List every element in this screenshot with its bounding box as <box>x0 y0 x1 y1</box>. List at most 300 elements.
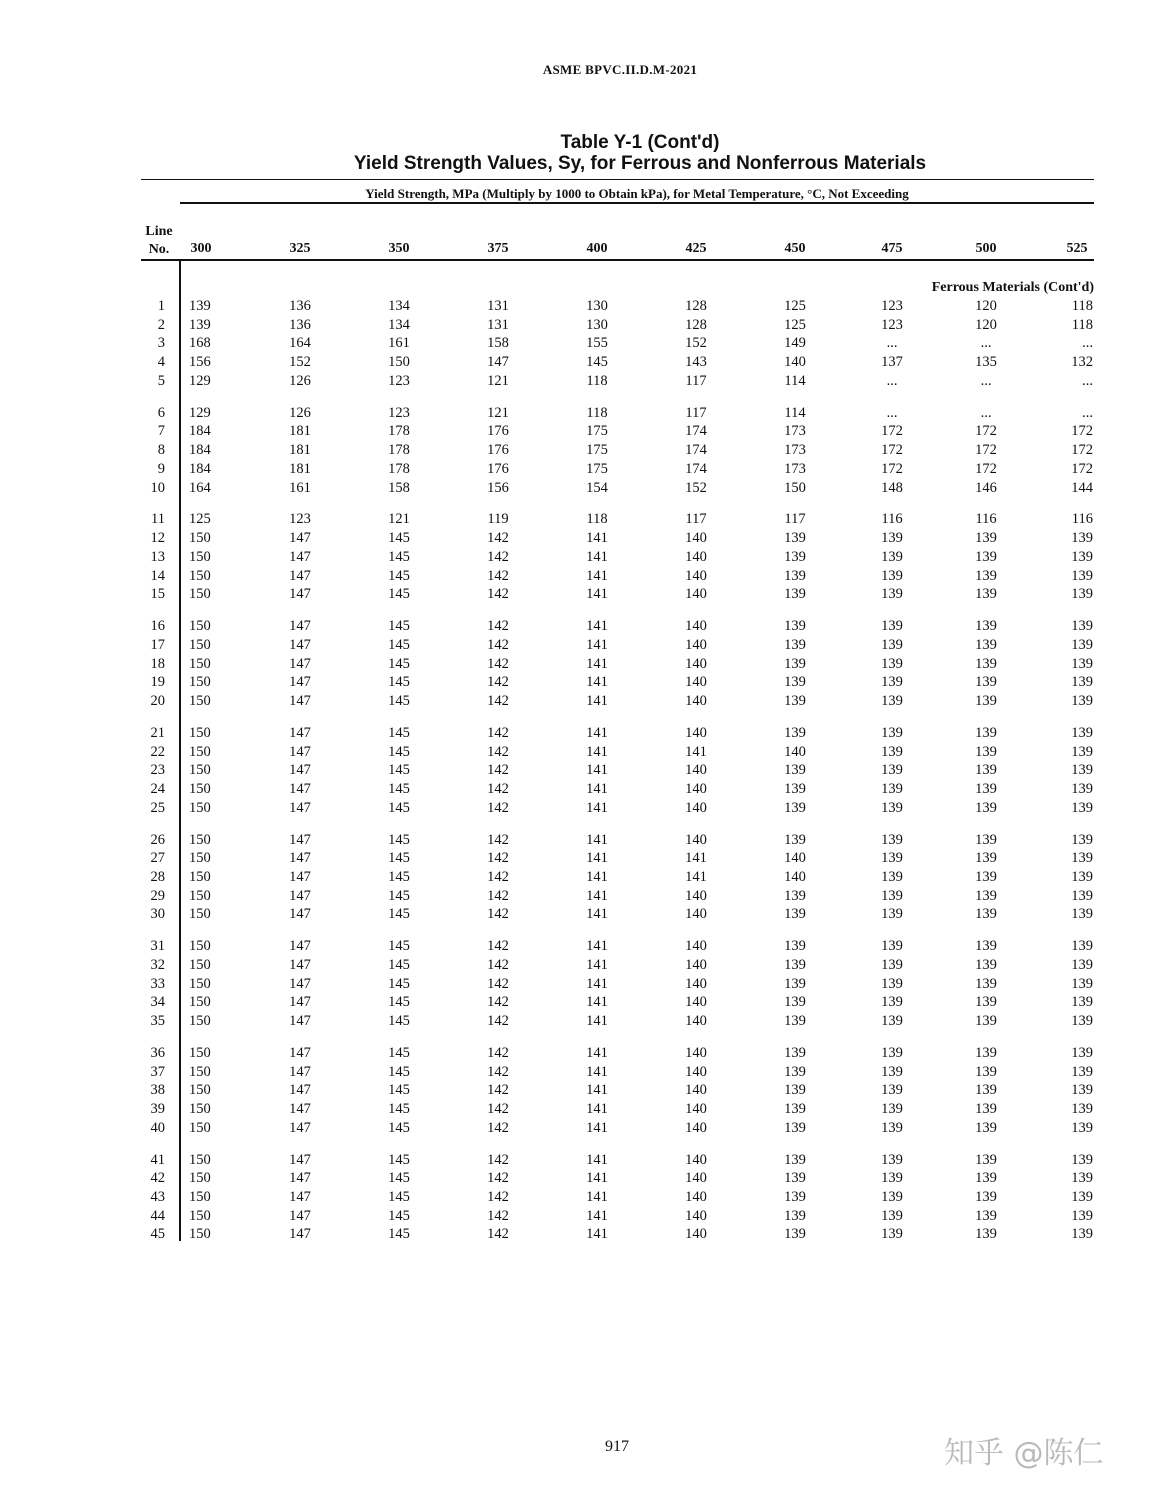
yield-strength-cell: 152 <box>685 479 707 496</box>
yield-strength-cell: 142 <box>487 780 509 797</box>
yield-strength-cell: 150 <box>189 956 211 973</box>
yield-strength-cell: 139 <box>1071 636 1093 653</box>
yield-strength-cell: 141 <box>586 1226 608 1243</box>
yield-strength-cell: 139 <box>881 674 903 691</box>
yield-strength-cell: 150 <box>189 975 211 992</box>
yield-strength-cell: 117 <box>685 404 707 421</box>
yield-strength-cell: 142 <box>487 975 509 992</box>
yield-strength-cell: 123 <box>388 372 410 389</box>
yield-strength-cell: 130 <box>586 316 608 333</box>
temperature-header: 450 <box>784 241 806 256</box>
yield-strength-cell: 150 <box>189 1119 211 1136</box>
yield-strength-cell: 126 <box>289 372 311 389</box>
yield-strength-cell: 139 <box>881 850 903 867</box>
line-number: 7 <box>157 423 165 440</box>
yield-strength-cell: 140 <box>685 780 707 797</box>
line-number: 36 <box>150 1044 165 1061</box>
yield-strength-cell: 150 <box>189 1207 211 1224</box>
yield-strength-cell: 141 <box>586 1013 608 1029</box>
yield-strength-cell: 145 <box>388 692 410 709</box>
yield-strength-cell: 176 <box>487 460 509 477</box>
line-number: 10 <box>150 479 165 496</box>
yield-strength-cell: 140 <box>685 975 707 992</box>
yield-strength-cell: 150 <box>189 780 211 797</box>
yield-strength-cell: 147 <box>289 799 311 816</box>
yield-strength-cell: 141 <box>586 938 608 955</box>
yield-strength-cell: 146 <box>975 479 997 496</box>
yield-strength-cell: 139 <box>784 548 806 565</box>
yield-strength-cell: 142 <box>487 1170 509 1187</box>
temperature-header: 350 <box>388 241 410 256</box>
yield-strength-cell: 140 <box>685 1063 707 1080</box>
yield-strength-cell: 139 <box>881 618 903 635</box>
temperature-header: 325 <box>289 241 311 256</box>
line-number: 31 <box>150 938 165 955</box>
yield-strength-cell: 172 <box>975 460 997 477</box>
yield-strength-cell: 141 <box>586 1082 608 1099</box>
yield-strength-cell: 139 <box>881 1044 903 1061</box>
yield-strength-cell: 176 <box>487 423 509 440</box>
yield-strength-cell: 139 <box>881 636 903 653</box>
yield-strength-cell: 139 <box>784 938 806 955</box>
yield-strength-cell: 141 <box>586 1151 608 1168</box>
line-number: 30 <box>150 906 165 923</box>
line-number: 32 <box>150 956 165 973</box>
yield-strength-cell: 139 <box>975 938 997 955</box>
yield-strength-cell: 181 <box>289 423 311 440</box>
yield-strength-cell: 147 <box>289 975 311 992</box>
yield-strength-cell: ... <box>886 335 898 352</box>
yield-strength-cell: ... <box>980 335 992 352</box>
yield-strength-cell: ... <box>886 372 898 389</box>
yield-strength-cell: 139 <box>975 1082 997 1099</box>
yield-strength-cell: 140 <box>685 1226 707 1243</box>
yield-strength-cell: 140 <box>685 724 707 741</box>
yield-strength-cell: 145 <box>388 530 410 547</box>
yield-strength-cell: 139 <box>784 1082 806 1099</box>
yield-strength-cell: 150 <box>189 762 211 779</box>
yield-strength-cell: 139 <box>1071 692 1093 709</box>
yield-strength-cell: 142 <box>487 724 509 741</box>
yield-strength-cell: 141 <box>586 655 608 672</box>
yield-strength-cell: 156 <box>189 354 211 371</box>
yield-strength-cell: 142 <box>487 956 509 973</box>
yield-strength-cell: 129 <box>189 372 211 389</box>
yield-strength-cell: 140 <box>784 354 806 371</box>
yield-strength-cell: 150 <box>189 887 211 904</box>
yield-strength-cell: 150 <box>784 479 806 496</box>
yield-strength-cell: 139 <box>881 799 903 816</box>
yield-strength-cell: 140 <box>685 1207 707 1224</box>
yield-strength-cell: 139 <box>881 906 903 923</box>
yield-strength-cell: 145 <box>388 868 410 885</box>
yield-strength-cell: 168 <box>189 335 211 352</box>
yield-strength-cell: 150 <box>189 586 211 603</box>
yield-strength-cell: 139 <box>881 938 903 955</box>
column-group-heading: Yield Strength, MPa (Multiply by 1000 to Obtain kPa), for Metal Temperature, °C, Not Exceeding <box>365 186 909 201</box>
yield-strength-cell: 155 <box>586 335 608 352</box>
yield-strength-cell: 145 <box>388 567 410 584</box>
yield-strength-cell: 139 <box>881 956 903 973</box>
yield-strength-cell: 141 <box>586 1044 608 1061</box>
yield-strength-cell: 152 <box>289 354 311 371</box>
yield-strength-cell: 150 <box>189 567 211 584</box>
line-number: 15 <box>150 586 165 603</box>
yield-strength-cell: 118 <box>1071 298 1093 314</box>
yield-strength-cell: 141 <box>586 850 608 867</box>
yield-strength-cell: 139 <box>975 692 997 709</box>
yield-strength-cell: 147 <box>289 1119 311 1136</box>
yield-strength-cell: 139 <box>1071 674 1093 691</box>
yield-strength-cell: 150 <box>189 1226 211 1243</box>
yield-strength-cell: 139 <box>975 618 997 635</box>
yield-strength-cell: 142 <box>487 674 509 691</box>
yield-strength-cell: 150 <box>189 1101 211 1117</box>
yield-strength-cell: 150 <box>189 530 211 547</box>
line-number: 20 <box>150 692 165 709</box>
line-number: 42 <box>150 1170 165 1187</box>
yield-strength-cell: 119 <box>487 511 509 528</box>
yield-strength-cell: 145 <box>388 1119 410 1136</box>
yield-strength-cell: 176 <box>487 442 509 459</box>
yield-strength-cell: 140 <box>784 743 806 760</box>
yield-strength-cell: 139 <box>975 1101 997 1117</box>
yield-strength-cell: 139 <box>784 724 806 741</box>
yield-strength-cell: 175 <box>586 442 608 459</box>
yield-strength-cell: 141 <box>586 636 608 653</box>
yield-strength-cell: 139 <box>784 586 806 603</box>
yield-strength-cell: 141 <box>586 780 608 797</box>
yield-strength-cell: 164 <box>189 479 211 496</box>
yield-strength-cell: 145 <box>388 1101 410 1117</box>
yield-strength-cell: 130 <box>586 298 608 314</box>
yield-strength-cell: 121 <box>388 511 410 528</box>
yield-strength-cell: 139 <box>975 724 997 741</box>
yield-strength-cell: 116 <box>881 511 903 528</box>
yield-strength-cell: 121 <box>487 404 509 421</box>
yield-strength-cell: 139 <box>1071 994 1093 1011</box>
yield-strength-cell: 139 <box>784 1063 806 1080</box>
yield-strength-cell: ... <box>1082 372 1093 389</box>
yield-strength-cell: 140 <box>685 586 707 603</box>
yield-strength-cell: 140 <box>685 938 707 955</box>
yield-strength-cell: 139 <box>881 831 903 848</box>
yield-strength-cell: 145 <box>388 762 410 779</box>
yield-strength-cell: 128 <box>685 316 707 333</box>
yield-strength-cell: 140 <box>784 868 806 885</box>
yield-strength-cell: 139 <box>975 1119 997 1136</box>
line-number: 34 <box>150 994 165 1011</box>
yield-strength-cell: 139 <box>1071 1013 1093 1029</box>
line-number: 28 <box>150 868 165 885</box>
yield-strength-cell: 145 <box>388 1044 410 1061</box>
yield-strength-cell: 125 <box>784 316 806 333</box>
line-number: 29 <box>150 887 165 904</box>
yield-strength-cell: 178 <box>388 460 410 477</box>
yield-strength-cell: 150 <box>189 1013 211 1029</box>
yield-strength-cell: 145 <box>388 618 410 635</box>
temperature-header: 425 <box>685 241 707 256</box>
yield-strength-cell: 147 <box>289 994 311 1011</box>
yield-strength-cell: 139 <box>975 780 997 797</box>
yield-strength-cell: 139 <box>1071 567 1093 584</box>
yield-strength-cell: 141 <box>586 674 608 691</box>
yield-strength-cell: 139 <box>1071 1044 1093 1061</box>
yield-strength-cell: 139 <box>1071 724 1093 741</box>
yield-strength-cell: 140 <box>685 1151 707 1168</box>
section-label: Ferrous Materials (Cont'd) <box>931 280 1094 295</box>
yield-strength-cell: 142 <box>487 567 509 584</box>
line-number: 17 <box>150 636 165 653</box>
yield-strength-cell: 139 <box>784 1189 806 1205</box>
temperature-header: 375 <box>487 241 509 256</box>
yield-strength-cell: 121 <box>487 372 509 389</box>
yield-strength-cell: 145 <box>388 956 410 973</box>
yield-strength-cell: 150 <box>189 1189 211 1205</box>
yield-strength-cell: 139 <box>1071 887 1093 904</box>
yield-strength-cell: 145 <box>388 636 410 653</box>
yield-strength-cell: 140 <box>685 530 707 547</box>
yield-strength-cell: 174 <box>685 442 707 459</box>
line-number: 45 <box>150 1226 165 1243</box>
yield-strength-cell: 118 <box>586 404 608 421</box>
yield-strength-cell: 134 <box>388 316 410 333</box>
yield-strength-cell: 139 <box>784 1151 806 1168</box>
yield-strength-cell: 149 <box>784 335 806 352</box>
yield-strength-cell: 125 <box>189 511 211 528</box>
yield-strength-cell: 145 <box>388 994 410 1011</box>
yield-strength-cell: 116 <box>975 511 997 528</box>
temperature-header: 525 <box>1066 241 1088 256</box>
yield-strength-cell: 150 <box>189 548 211 565</box>
yield-strength-cell: 140 <box>685 762 707 779</box>
yield-strength-cell: 139 <box>881 1189 903 1205</box>
yield-strength-cell: 140 <box>685 831 707 848</box>
yield-strength-cell: 140 <box>685 567 707 584</box>
yield-strength-cell: ... <box>980 372 992 389</box>
yield-strength-cell: 139 <box>1071 780 1093 797</box>
temperature-header: 500 <box>975 241 997 256</box>
yield-strength-cell: 181 <box>289 460 311 477</box>
yield-strength-cell: 129 <box>189 404 211 421</box>
yield-strength-cell: 128 <box>685 298 707 314</box>
yield-strength-cell: 139 <box>1071 938 1093 955</box>
yield-strength-cell: 172 <box>881 460 903 477</box>
yield-strength-cell: 139 <box>1071 1063 1093 1080</box>
yield-strength-cell: 147 <box>289 956 311 973</box>
line-number: 19 <box>150 674 165 691</box>
yield-strength-cell: 139 <box>1071 850 1093 867</box>
yield-strength-cell: 150 <box>189 743 211 760</box>
yield-strength-cell: 139 <box>1071 762 1093 779</box>
line-number: 6 <box>157 404 165 421</box>
yield-strength-cell: 139 <box>1071 655 1093 672</box>
yield-strength-cell: 147 <box>289 674 311 691</box>
yield-strength-cell: 147 <box>289 868 311 885</box>
yield-strength-cell: 145 <box>388 887 410 904</box>
yield-strength-cell: 134 <box>388 298 410 314</box>
line-number: 33 <box>150 975 165 992</box>
line-number: 40 <box>150 1119 165 1136</box>
yield-strength-cell: 141 <box>586 567 608 584</box>
yield-strength-cell: 174 <box>685 460 707 477</box>
yield-strength-cell: 139 <box>975 586 997 603</box>
yield-strength-cell: 173 <box>784 423 806 440</box>
yield-strength-cell: 141 <box>586 1101 608 1117</box>
yield-strength-cell: 139 <box>975 674 997 691</box>
yield-strength-cell: 142 <box>487 1082 509 1099</box>
yield-strength-cell: 142 <box>487 1226 509 1243</box>
yield-strength-cell: 147 <box>289 692 311 709</box>
yield-strength-cell: 139 <box>881 1207 903 1224</box>
yield-strength-cell: 172 <box>1071 442 1093 459</box>
yield-strength-cell: 117 <box>784 511 806 528</box>
yield-strength-cell: 150 <box>189 1044 211 1061</box>
yield-strength-cell: 141 <box>685 868 707 885</box>
yield-strength-cell: 172 <box>881 442 903 459</box>
yield-strength-cell: 139 <box>784 1170 806 1187</box>
yield-strength-cell: 139 <box>784 636 806 653</box>
yield-strength-cell: 172 <box>1071 423 1093 440</box>
yield-strength-cell: 142 <box>487 938 509 955</box>
yield-strength-cell: 147 <box>289 530 311 547</box>
yield-strength-cell: 145 <box>388 655 410 672</box>
yield-strength-cell: 142 <box>487 1207 509 1224</box>
yield-strength-cell: 141 <box>586 762 608 779</box>
yield-strength-cell: 145 <box>388 1226 410 1243</box>
yield-strength-cell: 145 <box>388 1082 410 1099</box>
yield-strength-cell: 172 <box>975 442 997 459</box>
yield-strength-cell: 142 <box>487 1119 509 1136</box>
yield-strength-cell: 184 <box>189 460 211 477</box>
line-number: 23 <box>150 762 165 779</box>
yield-strength-cell: 139 <box>975 1170 997 1187</box>
yield-strength-cell: 150 <box>189 831 211 848</box>
yield-strength-cell: 147 <box>289 618 311 635</box>
temperature-header: 300 <box>190 241 212 256</box>
yield-strength-cell: 141 <box>586 799 608 816</box>
yield-strength-cell: 139 <box>881 887 903 904</box>
yield-strength-cell: 147 <box>289 1063 311 1080</box>
yield-strength-cell: 140 <box>685 1119 707 1136</box>
yield-strength-cell: 139 <box>975 1189 997 1205</box>
yield-strength-cell: 145 <box>388 799 410 816</box>
yield-strength-cell: 161 <box>289 479 311 496</box>
yield-strength-cell: 139 <box>975 906 997 923</box>
yield-strength-cell: 140 <box>685 994 707 1011</box>
yield-strength-cell: 139 <box>1071 1119 1093 1136</box>
yield-strength-cell: 147 <box>289 831 311 848</box>
yield-strength-cell: 142 <box>487 1063 509 1080</box>
table-subtitle: Yield Strength Values, Sy, for Ferrous and Nonferrous Materials <box>353 153 927 174</box>
yield-strength-cell: 178 <box>388 423 410 440</box>
yield-strength-cell: 145 <box>388 780 410 797</box>
yield-strength-cell: 142 <box>487 1151 509 1168</box>
line-header-2: No. <box>148 242 170 257</box>
yield-strength-cell: 141 <box>586 530 608 547</box>
yield-strength-cell: 147 <box>289 1189 311 1205</box>
yield-strength-cell: 120 <box>975 316 997 333</box>
yield-strength-cell: 117 <box>685 372 707 389</box>
yield-strength-cell: 139 <box>881 1151 903 1168</box>
yield-strength-cell: 141 <box>685 743 707 760</box>
yield-strength-cell: 136 <box>289 298 311 314</box>
yield-strength-cell: 139 <box>784 799 806 816</box>
yield-strength-cell: 142 <box>487 762 509 779</box>
yield-strength-cell: 139 <box>1071 1226 1093 1243</box>
yield-strength-cell: 142 <box>487 530 509 547</box>
yield-strength-cell: 118 <box>586 511 608 528</box>
subheading-rule <box>180 202 1094 204</box>
line-number: 5 <box>157 372 165 389</box>
line-number: 25 <box>150 799 165 816</box>
yield-strength-cell: 158 <box>487 335 509 352</box>
yield-strength-cell: 139 <box>784 674 806 691</box>
yield-strength-cell: ... <box>1082 404 1093 421</box>
yield-strength-cell: 141 <box>586 618 608 635</box>
yield-strength-cell: 139 <box>189 316 211 333</box>
yield-strength-cell: 140 <box>685 1170 707 1187</box>
yield-strength-cell: 142 <box>487 799 509 816</box>
yield-strength-cell: 139 <box>1071 868 1093 885</box>
yield-strength-cell: 139 <box>784 994 806 1011</box>
yield-strength-cell: 142 <box>487 1044 509 1061</box>
yield-strength-cell: 139 <box>784 780 806 797</box>
yield-strength-cell: 150 <box>388 354 410 371</box>
yield-strength-cell: 139 <box>881 1226 903 1243</box>
yield-strength-cell: 161 <box>388 335 410 352</box>
yield-strength-cell: 139 <box>975 975 997 992</box>
yield-strength-cell: 139 <box>975 1013 997 1029</box>
yield-strength-cell: 145 <box>388 1207 410 1224</box>
yield-strength-cell: 139 <box>975 850 997 867</box>
yield-strength-cell: 156 <box>487 479 509 496</box>
yield-strength-cell: 139 <box>881 655 903 672</box>
yield-strength-cell: 139 <box>784 831 806 848</box>
line-number: 8 <box>157 442 165 459</box>
yield-strength-cell: 145 <box>388 743 410 760</box>
yield-strength-cell: 141 <box>586 1119 608 1136</box>
yield-strength-cell: 147 <box>289 1101 311 1117</box>
yield-strength-cell: 139 <box>975 548 997 565</box>
line-number: 44 <box>150 1207 165 1224</box>
yield-strength-cell: 143 <box>685 354 707 371</box>
yield-strength-cell: 123 <box>881 298 903 314</box>
yield-strength-cell: 140 <box>685 655 707 672</box>
yield-strength-cell: 139 <box>1071 1151 1093 1168</box>
yield-strength-cell: 142 <box>487 636 509 653</box>
yield-strength-cell: 141 <box>586 887 608 904</box>
yield-strength-cell: 126 <box>289 404 311 421</box>
yield-strength-cell: 164 <box>289 335 311 352</box>
yield-strength-cell: 139 <box>975 831 997 848</box>
yield-strength-cell: 150 <box>189 906 211 923</box>
yield-strength-cell: 147 <box>289 567 311 584</box>
yield-strength-cell: 123 <box>388 404 410 421</box>
yield-strength-cell: 139 <box>975 994 997 1011</box>
yield-strength-cell: 141 <box>586 692 608 709</box>
yield-strength-cell: 140 <box>685 1101 707 1117</box>
line-number: 21 <box>150 724 165 741</box>
yield-strength-cell: 141 <box>586 975 608 992</box>
yield-strength-cell: 140 <box>685 1013 707 1029</box>
line-number: 41 <box>150 1151 165 1168</box>
yield-strength-cell: 141 <box>586 586 608 603</box>
yield-strength-cell: 114 <box>784 404 806 421</box>
yield-strength-cell: 142 <box>487 850 509 867</box>
yield-strength-cell: 181 <box>289 442 311 459</box>
yield-strength-cell: 132 <box>1071 354 1093 371</box>
